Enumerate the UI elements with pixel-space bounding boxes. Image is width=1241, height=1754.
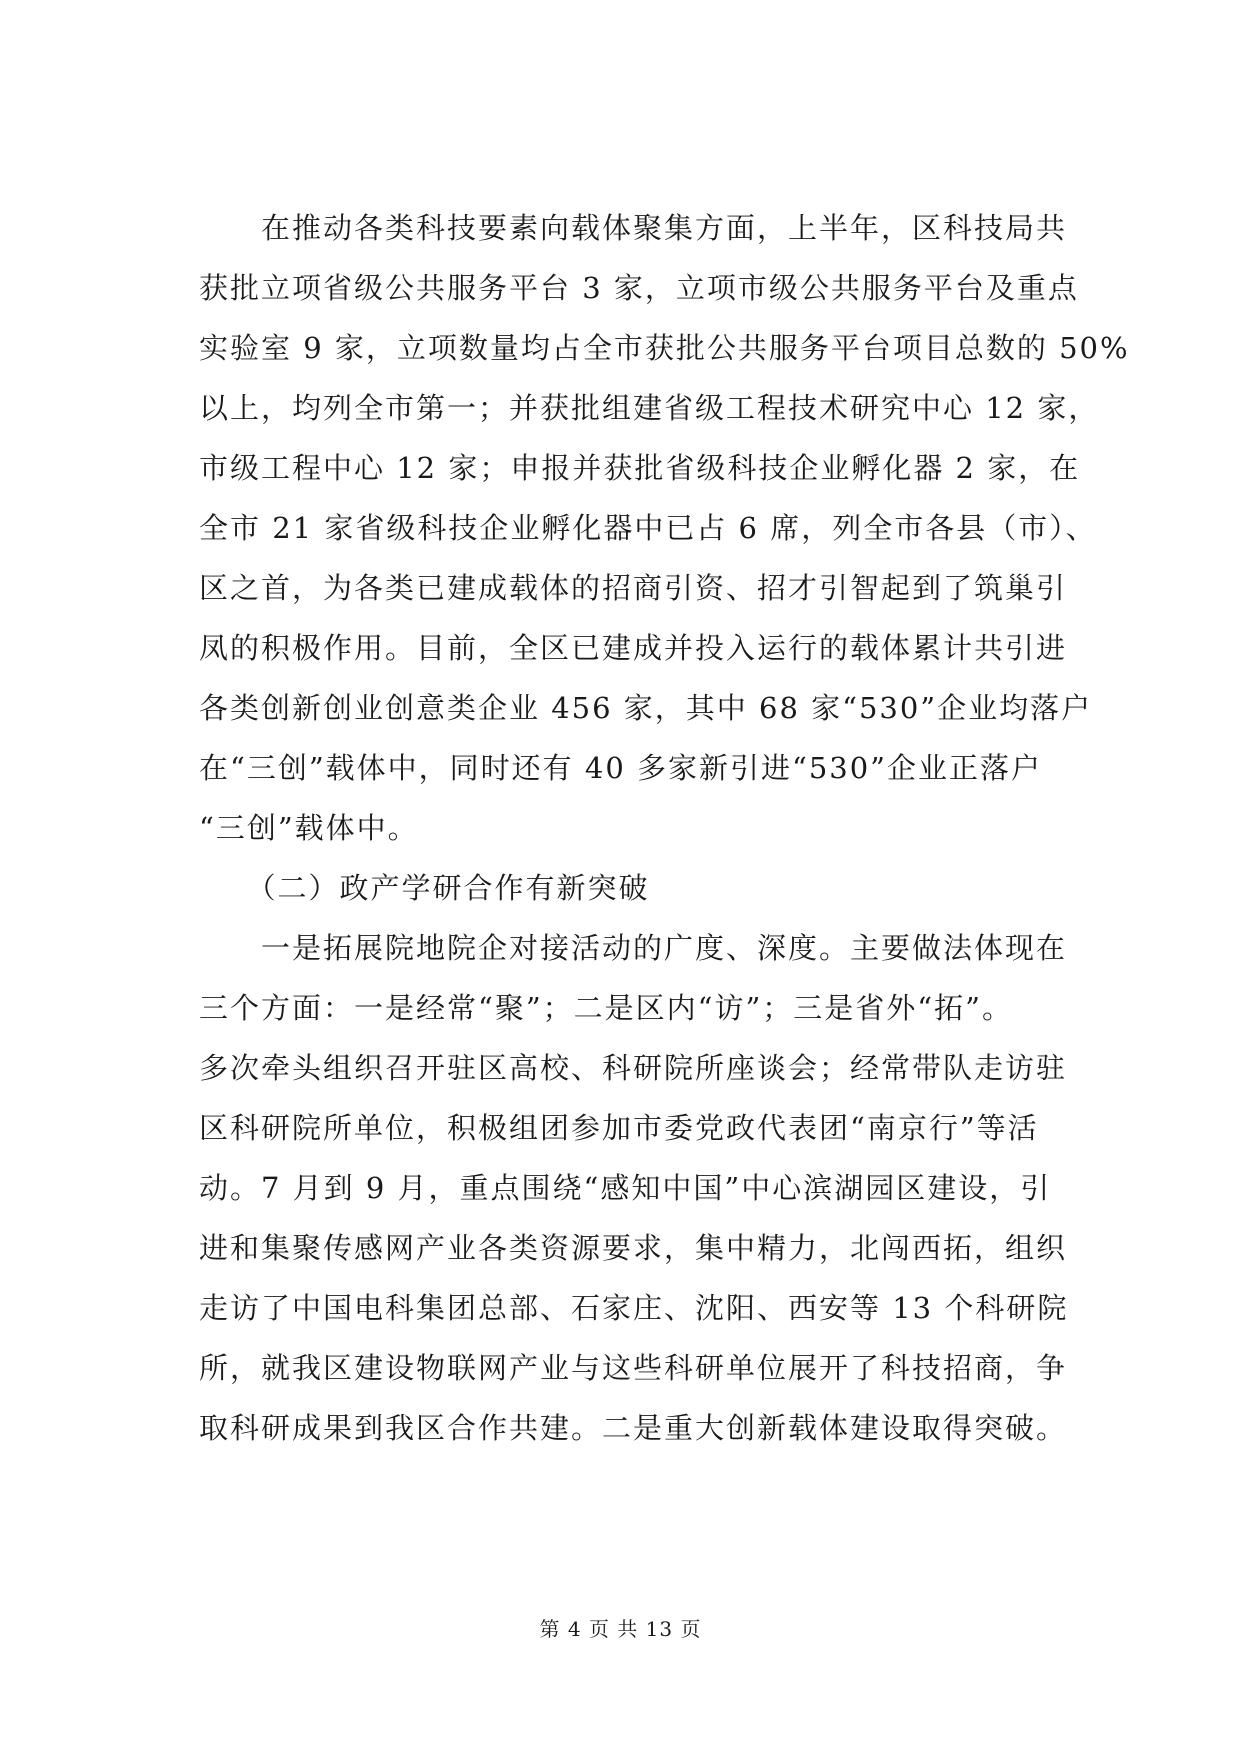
body-line-8: 凤的积极作用。目前，全区已建成并投入运行的载体累计共引进 — [199, 631, 1068, 665]
body-line-1: 在推动各类科技要素向载体聚集方面，上半年，区科技局共 — [199, 211, 1068, 245]
body-line-7: 区之首，为各类已建成载体的招商引资、招才引智起到了筑巢引 — [199, 571, 1068, 605]
body-line-21: 取科研成果到我区合作共建。二是重大创新载体建设取得突破。 — [199, 1411, 1068, 1445]
body-line-20: 所，就我区建设物联网产业与这些科研单位展开了科技招商，争 — [199, 1351, 1068, 1385]
body-line-19: 走访了中国电科集团总部、石家庄、沈阳、西安等 13 个科研院 — [199, 1291, 1069, 1325]
body-line-6: 全市 21 家省级科技企业孵化器中已占 6 席，列全市各县（市）、 — [199, 511, 1097, 545]
body-line-14: 三个方面：一是经常“聚”；二是区内“访”；三是省外“拓”。 — [199, 991, 1013, 1025]
body-line-16: 区科研院所单位，积极组团参加市委党政代表团“南京行”等活 — [199, 1111, 1039, 1145]
body-line-9: 各类创新创业创意类企业 456 家，其中 68 家“530”企业均落户 — [199, 691, 1093, 725]
page-number-footer: 第 4 页 共 13 页 — [539, 1617, 702, 1641]
body-line-5: 市级工程中心 12 家；申报并获批省级科技企业孵化器 2 家，在 — [199, 451, 1081, 485]
body-line-3: 实验室 9 家，立项数量均占全市获批公共服务平台项目总数的 50% — [199, 331, 1130, 365]
body-line-4: 以上，均列全市第一；并获批组建省级工程技术研究中心 12 家， — [199, 391, 1100, 425]
body-line-13: 一是拓展院地院企对接活动的广度、深度。主要做法体现在 — [199, 931, 1068, 965]
body-line-10: 在“三创”载体中，同时还有 40 多家新引进“530”企业正落户 — [199, 751, 1042, 785]
body-line-11: “三创”载体中。 — [199, 811, 419, 845]
body-line-2: 获批立项省级公共服务平台 3 家，立项市级公共服务平台及重点 — [199, 271, 1079, 305]
body-line-18: 进和集聚传感网产业各类资源要求，集中精力，北闯西拓，组织 — [199, 1231, 1068, 1265]
body-line-17: 动。7 月到 9 月，重点围绕“感知中国”中心滨湖园区建设，引 — [199, 1171, 1052, 1205]
section-heading: （二）政产学研合作有新突破 — [199, 871, 650, 905]
body-line-15: 多次牵头组织召开驻区高校、科研院所座谈会；经常带队走访驻 — [199, 1051, 1068, 1085]
